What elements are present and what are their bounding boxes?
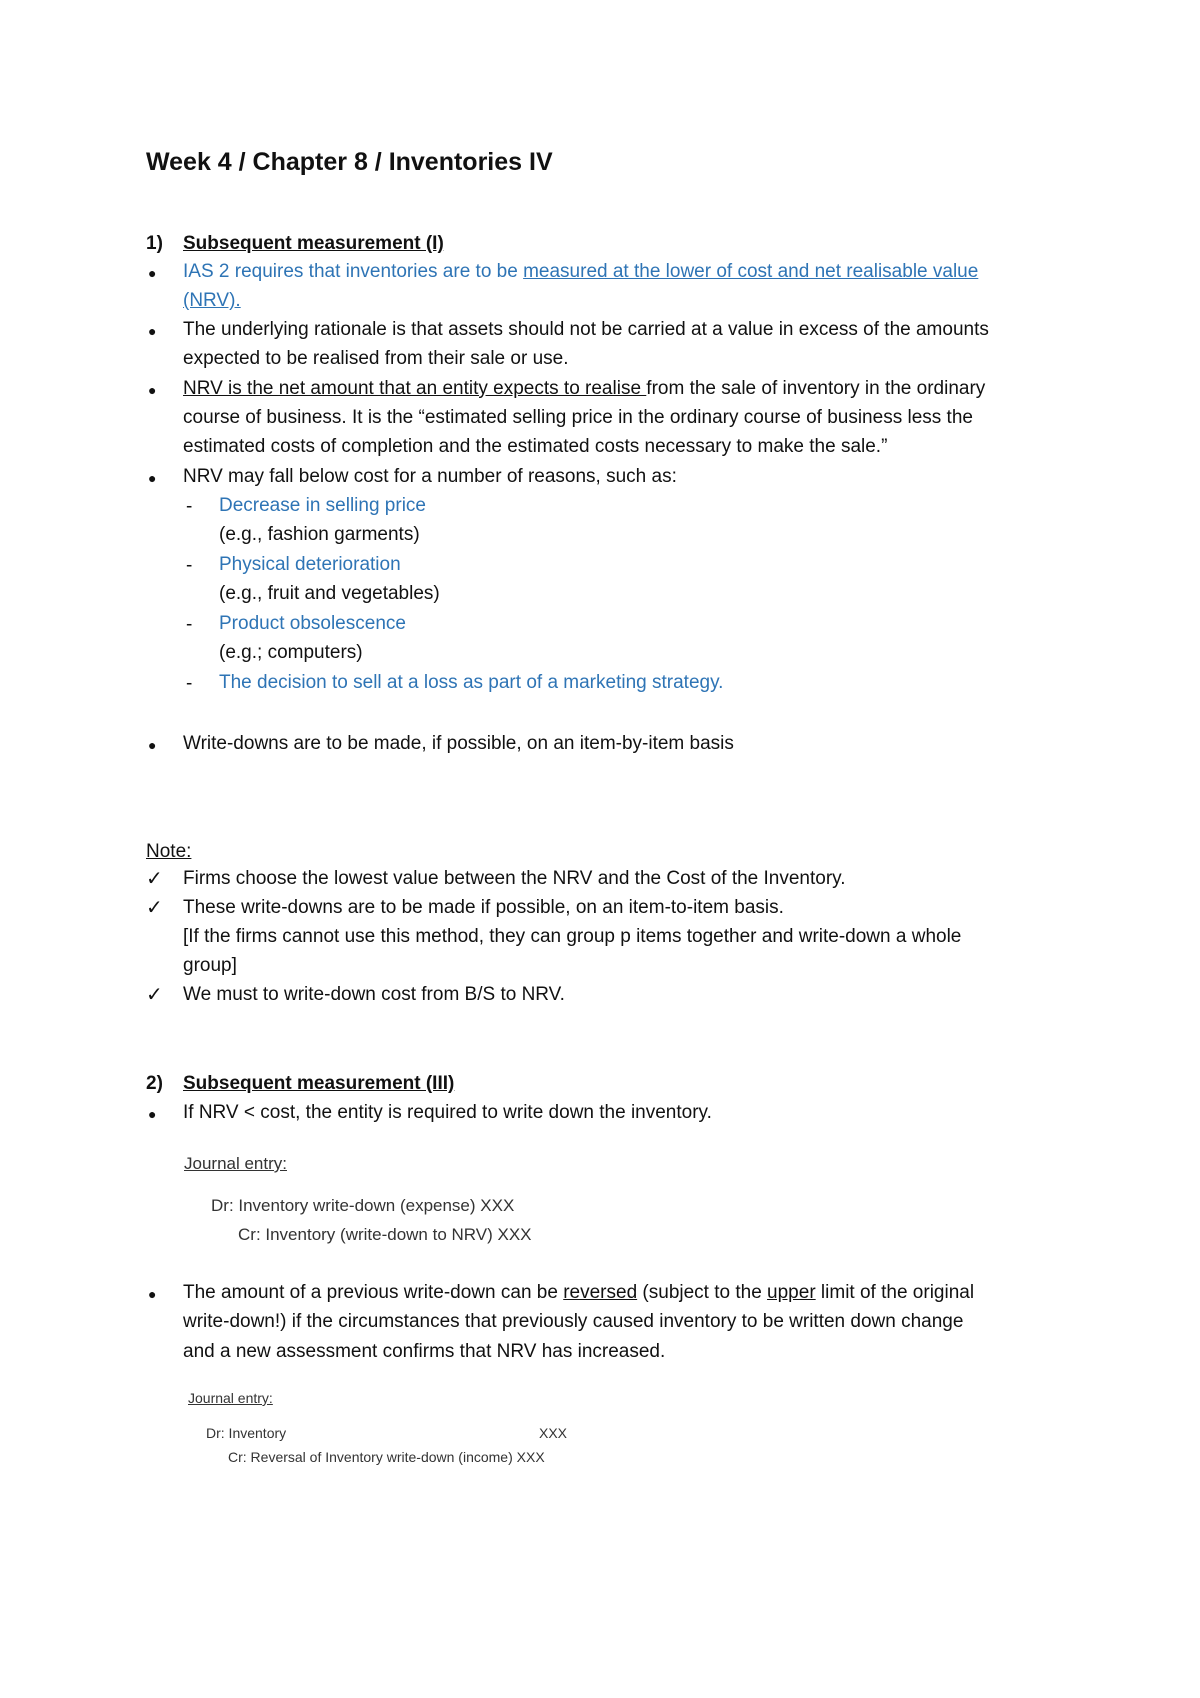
note-item-2-line-3: group] [183, 955, 237, 976]
section-2-bullet-1: If NRV < cost, the entity is required to write down the inventory. [183, 1102, 712, 1123]
check-icon: ✓ [146, 868, 163, 890]
note-item-2-line-2: [If the firms cannot use this method, they can group p items together and write-down a whole [183, 926, 962, 947]
dash-marker: - [186, 555, 193, 576]
bullet-icon: ● [148, 1286, 157, 1302]
dash-marker: - [186, 496, 193, 517]
text-segment: The amount of a previous write-down can be [183, 1282, 564, 1303]
page-title: Week 4 / Chapter 8 / Inventories IV [146, 148, 553, 176]
check-icon: ✓ [146, 897, 163, 919]
bullet-3-line-1-rest: from the sale of inventory in the ordinary [646, 378, 986, 399]
text-segment: (subject to the [637, 1282, 768, 1303]
bullet-5-text: Write-downs are to be made, if possible, on an item-by-item basis [183, 733, 734, 754]
journal-entry-2-debit-account: Dr: Inventory [206, 1425, 287, 1441]
bullet-1-line-1 [183, 261, 978, 283]
section-2-bullet-2-line-2: write-down!) if the circumstances that previously caused inventory to be written down change [183, 1311, 964, 1332]
journal-entry-2-debit-amount: XXX [539, 1425, 568, 1441]
note-item-2-line-1: These write-downs are to be made if possible, on an item-to-item basis. [183, 897, 784, 918]
bullet-icon: ● [148, 470, 157, 486]
section-2-number: 2) [146, 1073, 163, 1094]
bullet-icon: ● [148, 1106, 157, 1122]
upper-underlined: upper [767, 1282, 816, 1303]
journal-entry-1-label: Journal entry: [184, 1154, 287, 1173]
section-2-bullet-2-line-3: and a new assessment confirms that NRV has increased. [183, 1341, 666, 1362]
bullet-2-line-1: The underlying rationale is that assets should not be carried at a value in excess of the amounts [183, 319, 989, 340]
bullet-3-line-1 [183, 378, 985, 400]
journal-entry-2-credit: Cr: Reversal of Inventory write-down (income) XXX [228, 1449, 545, 1465]
bullet-icon: ● [148, 382, 157, 398]
bullet-1-underlined: measured at the lower of cost and net realisable value [523, 261, 979, 282]
bullet-icon: ● [148, 323, 157, 339]
note-item-3: We must to write-down cost from B/S to NRV. [183, 984, 565, 1005]
reason-example: (e.g., fashion garments) [219, 524, 420, 545]
reason-example: (e.g.; computers) [219, 642, 363, 663]
section-2-heading: Subsequent measurement (III) [183, 1073, 455, 1094]
reason-label: Physical deterioration [219, 554, 401, 575]
reversed-underlined: reversed [563, 1282, 638, 1303]
bullet-3-line-3: estimated costs of completion and the estimated costs necessary to make the sale.” [183, 436, 888, 457]
bullet-4-text: NRV may fall below cost for a number of reasons, such as: [183, 466, 677, 487]
dash-marker: - [186, 614, 193, 635]
text-segment: limit of the original [815, 1282, 975, 1303]
section-2-bullet-2-line-1 [183, 1282, 974, 1304]
section-1-number: 1) [146, 233, 163, 254]
check-icon: ✓ [146, 984, 163, 1006]
note-heading: Note: [146, 841, 192, 862]
bullet-1-prefix: IAS 2 requires that inventories are to be [183, 261, 524, 282]
reason-label: Product obsolescence [219, 613, 406, 634]
bullet-icon: ● [148, 737, 157, 753]
note-item-1: Firms choose the lowest value between the NRV and the Cost of the Inventory. [183, 868, 846, 889]
nrv-definition-underlined: NRV is the net amount that an entity expects to realise [183, 378, 647, 399]
reason-label: The decision to sell at a loss as part of a marketing strategy. [219, 672, 724, 693]
journal-entry-2-label: Journal entry: [188, 1390, 273, 1406]
bullet-1-line-2: (NRV). [183, 290, 241, 311]
bullet-icon: ● [148, 265, 157, 281]
section-1-heading: Subsequent measurement (I) [183, 233, 444, 254]
journal-entry-1-debit: Dr: Inventory write-down (expense) XXX [211, 1196, 515, 1215]
journal-entry-1-credit: Cr: Inventory (write-down to NRV) XXX [238, 1225, 532, 1244]
bullet-3-line-2: course of business. It is the “estimated selling price in the ordinary course of business less the [183, 407, 973, 428]
reason-example: (e.g., fruit and vegetables) [219, 583, 440, 604]
bullet-2-line-2: expected to be realised from their sale or use. [183, 348, 569, 369]
reason-label: Decrease in selling price [219, 495, 426, 516]
dash-marker: - [186, 673, 193, 694]
